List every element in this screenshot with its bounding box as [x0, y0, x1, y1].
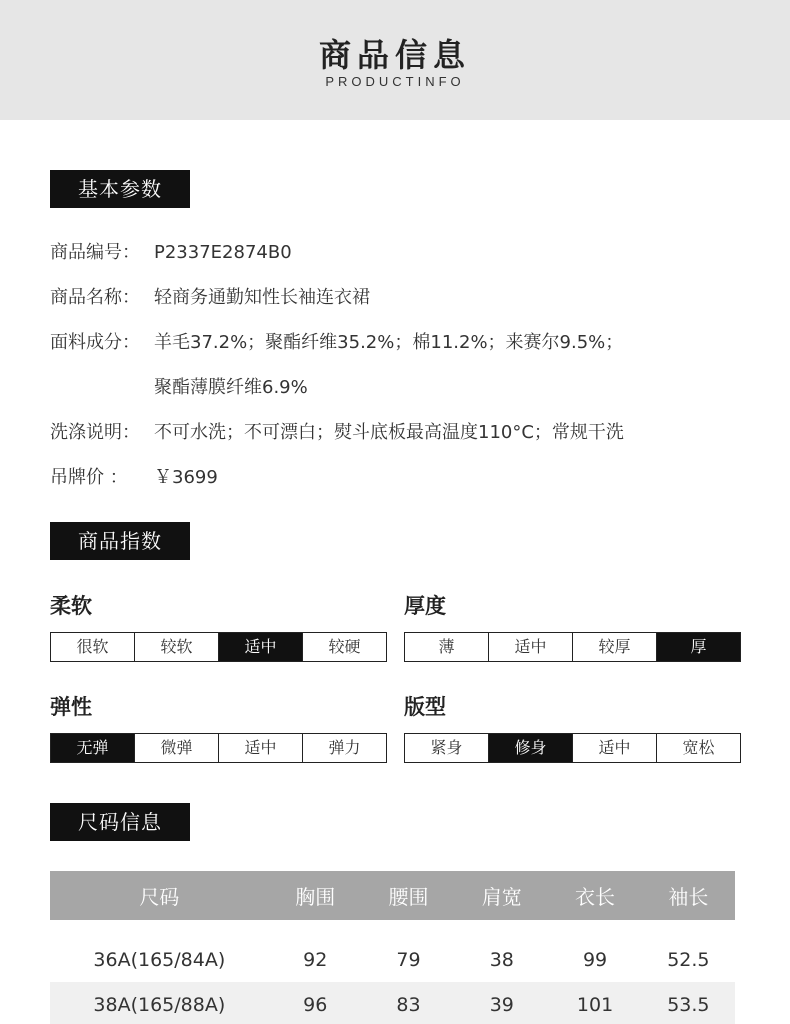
table-cell: 52.5 [667, 948, 710, 971]
scale-option: 薄 [405, 633, 489, 661]
section-label-index: 商品指数 [50, 522, 190, 560]
table-cell: 96 [269, 982, 362, 1024]
param-value: P2337E2874B0 [154, 242, 292, 263]
size-header-cell: 胸围 [269, 871, 362, 920]
size-table-header [50, 871, 735, 920]
param-label: 吊牌价 ： [50, 467, 128, 488]
table-spacer-cell [50, 920, 735, 937]
table-cell: 83 [362, 982, 455, 1024]
param-label: 面料成分： [50, 332, 140, 353]
table-cell: 79 [396, 948, 421, 971]
page-header [0, 0, 790, 120]
param-value-fabric-cont: 聚酯薄膜纤维6.9% [154, 377, 308, 398]
param-row-name [50, 283, 370, 309]
scale-option: 适中 [219, 734, 303, 762]
index-title-fit: 版型 [404, 695, 446, 719]
scale-option: 修身 [489, 734, 573, 762]
section-label-basic: 基本参数 [50, 170, 190, 208]
size-header-cell: 衣长 [548, 871, 641, 920]
table-cell: 39 [455, 982, 548, 1024]
table-spacer [50, 920, 735, 937]
page-title: 商品信息 [318, 36, 471, 74]
table-cell: 99 [582, 948, 608, 971]
param-row-code [50, 238, 292, 264]
param-value: 羊毛37.2%；聚酯纤维35.2%；棉11.2%；来赛尔9.5%； [154, 332, 624, 353]
scale-option: 较硬 [328, 637, 361, 656]
param-value: 轻商务通勤知性长袖连衣裙 [154, 287, 370, 308]
scale-elasticity [50, 733, 387, 763]
param-row-fabric [50, 328, 623, 354]
scale-option: 适中 [573, 734, 657, 762]
param-label: 洗涤说明： [50, 422, 140, 443]
scale-option: 微弹 [135, 734, 219, 762]
table-row [50, 937, 735, 982]
param-row-wash [50, 418, 624, 444]
param-value: ￥3699 [154, 467, 218, 488]
param-label: 商品名称： [50, 287, 140, 308]
index-title-elasticity: 弹性 [50, 695, 92, 719]
scale-option: 适中 [489, 633, 573, 661]
param-row-price [50, 463, 218, 489]
scale-option: 适中 [219, 633, 303, 661]
table-cell: 92 [303, 948, 328, 971]
param-label: 商品编号： [50, 242, 140, 263]
scale-option: 无弹 [51, 734, 135, 762]
table-cell: 38A(165/88A) [50, 982, 269, 1024]
scale-option: 很软 [51, 633, 135, 661]
size-header-cell: 腰围 [362, 871, 455, 920]
page-subtitle: PRODUCTINFO [325, 74, 465, 89]
size-table [50, 871, 735, 1024]
table-cell: 38 [489, 948, 514, 971]
scale-fit [404, 733, 741, 763]
scale-option: 较厚 [573, 633, 657, 661]
index-title-thickness: 厚度 [404, 594, 446, 618]
size-header-cell: 尺码 [50, 871, 269, 920]
section-label-size: 尺码信息 [50, 803, 190, 841]
scale-softness [50, 632, 387, 662]
table-cell: 53.5 [642, 982, 735, 1024]
scale-option: 紧身 [405, 734, 489, 762]
scale-option: 弹力 [328, 738, 361, 757]
scale-option: 宽松 [682, 738, 715, 757]
table-cell: 101 [548, 982, 641, 1024]
scale-thickness [404, 632, 741, 662]
size-header-cell: 袖长 [642, 871, 735, 920]
scale-option: 较软 [135, 633, 219, 661]
scale-option: 厚 [657, 633, 740, 661]
table-row [50, 982, 735, 1024]
size-header-cell: 肩宽 [455, 871, 548, 920]
index-title-softness: 柔软 [50, 594, 92, 618]
table-cell: 36A(165/84A) [93, 948, 226, 971]
param-value: 不可水洗；不可漂白；熨斗底板最高温度110°C；常规干洗 [154, 422, 624, 443]
